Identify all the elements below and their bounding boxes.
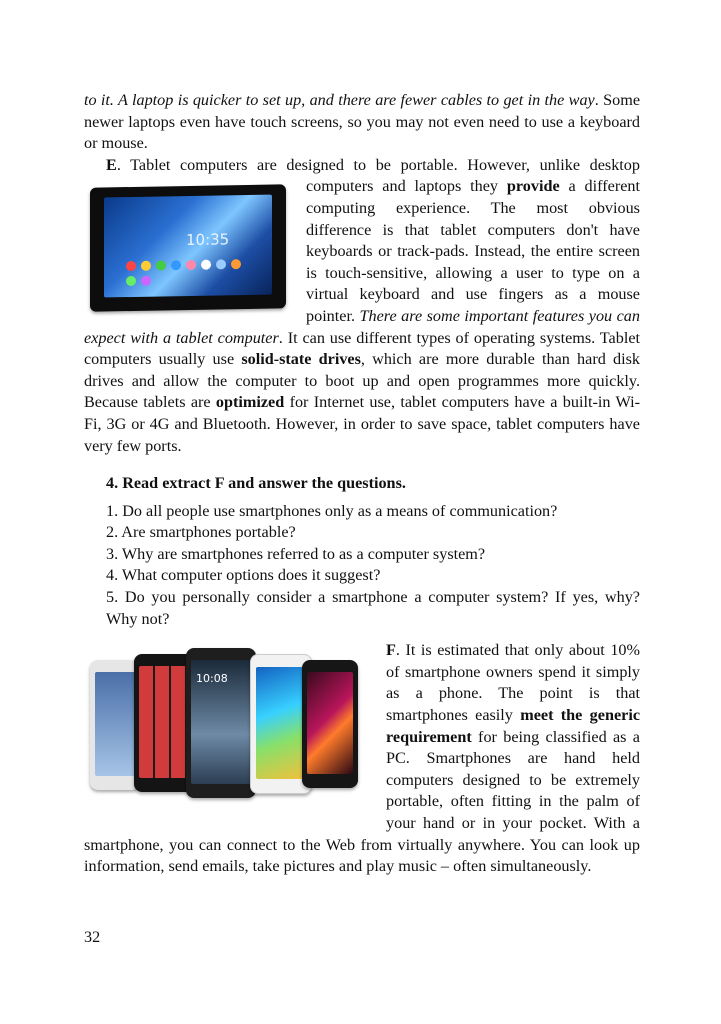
phone-device (134, 654, 194, 792)
extract-text: . Tablet computers are designed to be portable. However, unlike desktop computers and laptops they (116, 155, 640, 196)
extract-text: . It can use different types of operating systems. Tablet computers usually use (84, 328, 640, 369)
extract-text: . It is estimated that only about 10% of smartphone owners spend it simply as a phone. The point is that smartphones easily (386, 641, 640, 725)
tablet-screen (104, 195, 272, 298)
paragraph-laptop-end (84, 90, 640, 155)
list-item: 3. Why are smartphones referred to as a computer system? (106, 544, 486, 563)
italic-text: to it. A laptop is quicker to set up, and there are fewer cables to get in the way (84, 91, 595, 109)
page-body (84, 90, 640, 878)
tablet-device (90, 185, 286, 312)
extract-e (84, 155, 640, 457)
italic-text: There are some important features you can expect with a tablet computer (84, 306, 640, 347)
paragraph-text: . Some newer laptops even have touch screens, so you may not even need to use a keyboard or mouse. (84, 91, 641, 153)
tablet-image (90, 178, 290, 316)
bold-term: solid-state drives (241, 350, 361, 369)
extract-text: , which are more durable than hard disk drives and allow the computer to boot up and open programmes more quickly. Because tablets are (84, 350, 640, 412)
phone-device (90, 660, 140, 790)
phone-clock: 10:08 (196, 672, 228, 686)
extract-text: a different computing experience. The most obvious difference is that tablet computers don't have keyboards or track-pads. Instead, the entire screen is touch-sensitive, allowing a user to type on a virtual keyboard and use fingers as a mouse pointer. (306, 177, 640, 325)
bold-term: optimized (215, 393, 285, 412)
smartphones-image (90, 648, 362, 820)
tablet-clock: 10:35 (186, 230, 230, 250)
task-heading: 4. Read extract F and answer the questions. (106, 474, 406, 493)
phone-device (186, 648, 256, 798)
extract-text: for being classified as a PC. Smartphones are hand held computers designed to be extremely portable, often fitting in the palm of your hand or in your pocket. With a smartphone, you can connect to the Web from virtually anywhere. You can look up information, send emails, take pictures and play music – often simultaneously. (84, 727, 640, 876)
list-item: 4. What computer options does it suggest? (106, 566, 381, 585)
list-item: 2. Are smartphones portable? (106, 523, 296, 542)
tablet-app-icons (126, 259, 252, 286)
list-item: 5. Do you personally consider a smartphone a computer system? If yes, why? Why not? (106, 588, 640, 628)
page-number: 32 (84, 928, 101, 946)
extract-letter: E (106, 155, 117, 174)
phone-device (302, 660, 358, 788)
extract-letter: F (386, 641, 396, 660)
bold-term: provide (506, 177, 560, 196)
list-item: 1. Do all people use smartphones only as a means of communication? (106, 501, 558, 520)
extract-text: for Internet use, tablet computers have a built-in Wi-Fi, 3G or 4G and Bluetooth. However, in order to save space, tablet computers have very few ports. (84, 393, 640, 455)
extract-f (84, 640, 640, 878)
question-list (84, 501, 640, 631)
bold-term: meet the generic requirement (386, 706, 640, 746)
